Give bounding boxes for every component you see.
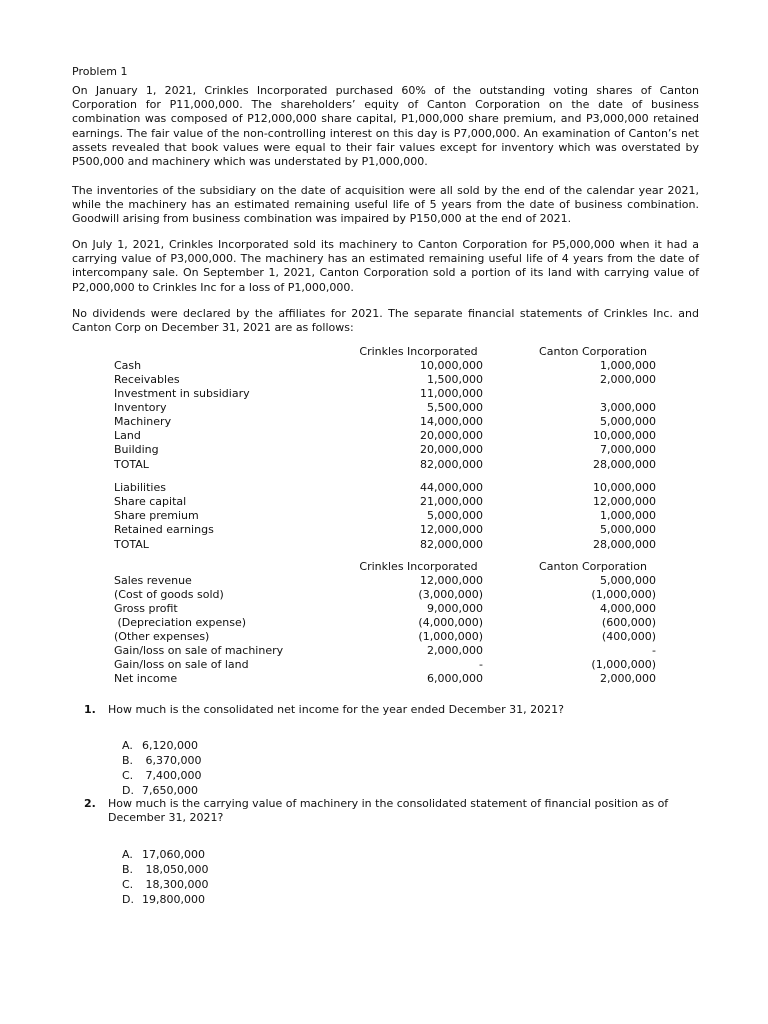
option-letter: A. xyxy=(122,848,133,862)
row-label: TOTAL xyxy=(114,538,149,551)
canton-value: 10,000,000 xyxy=(593,481,656,494)
table-row xyxy=(0,658,768,672)
option-value: 18,050,000 xyxy=(142,863,209,877)
canton-value: 12,000,000 xyxy=(593,495,656,508)
canton-value: 28,000,000 xyxy=(593,538,656,551)
canton-value: 3,000,000 xyxy=(600,401,656,414)
table-row xyxy=(0,509,768,523)
canton-value: 2,000,000 xyxy=(600,672,656,685)
row-label: Gain/loss on sale of machinery xyxy=(114,644,284,657)
paragraph-intercompany-sales: On July 1, 2021, Crinkles Incorporated sold its machinery to Canton Corporation for P5,000,000 when it had a carrying value of P3,000,000. The machinery has an estimated remaining useful life of 4 years from the date of intercompany sale. On September 1, 2021, Canton Corporation sold a portion of its land with carrying value of P2,000,000 to Crinkles Inc for a loss of P1,000,000. xyxy=(72,238,699,294)
table-row xyxy=(0,602,768,616)
row-label: Net income xyxy=(114,672,178,685)
crinkles-value: 44,000,000 xyxy=(420,481,483,494)
row-label: Gain/loss on sale of land xyxy=(114,658,249,671)
question-number: 2. xyxy=(84,797,96,810)
canton-value: 4,000,000 xyxy=(600,602,656,615)
canton-value: 5,000,000 xyxy=(600,523,656,536)
option-letter: A. xyxy=(122,739,133,753)
question-text: How much is the consolidated net income for the year ended December 31, 2021? xyxy=(108,703,565,716)
table-row xyxy=(0,523,768,537)
canton-value: 1,000,000 xyxy=(600,359,656,372)
balance-sheet-header xyxy=(0,345,768,359)
crinkles-value: 11,000,000 xyxy=(420,387,483,400)
table-row xyxy=(0,373,768,387)
row-label: Investment in subsidiary xyxy=(114,387,250,400)
option-letter: C. xyxy=(122,769,134,783)
crinkles-value: 2,000,000 xyxy=(427,644,483,657)
canton-value: (600,000) xyxy=(601,616,656,629)
canton-value: 10,000,000 xyxy=(593,429,656,442)
option-value: 18,300,000 xyxy=(142,878,209,892)
canton-value: (1,000,000) xyxy=(591,658,656,671)
canton-value: 7,000,000 xyxy=(600,443,656,456)
option-value: 6,370,000 xyxy=(142,754,202,768)
row-label: Machinery xyxy=(114,415,172,428)
table-row xyxy=(0,644,768,658)
problem-heading: Problem 1 xyxy=(72,65,128,78)
crinkles-value: (4,000,000) xyxy=(418,616,483,629)
table-row xyxy=(0,401,768,415)
row-label: (Depreciation expense) xyxy=(114,616,247,629)
crinkles-value: 1,500,000 xyxy=(427,373,483,386)
column-header-canton: Canton Corporation xyxy=(539,560,647,573)
row-label: Sales revenue xyxy=(114,574,192,587)
crinkles-value: (3,000,000) xyxy=(418,588,483,601)
question-text: How much is the carrying value of machinery in the consolidated statement of financial position as of December 31, 2021? xyxy=(108,797,669,825)
row-label: Receivables xyxy=(114,373,180,386)
table-row xyxy=(0,616,768,630)
paragraph-dividends: No dividends were declared by the affiliates for 2021. The separate financial statements of Crinkles Inc. and Canton Corp on December 31, 2021 are as follows: xyxy=(72,307,699,335)
row-label: (Other expenses) xyxy=(114,630,210,643)
income-statement-header xyxy=(0,560,768,574)
answer-option[interactable] xyxy=(108,879,205,922)
paragraph-inventories: The inventories of the subsidiary on the date of acquisition were all sold by the end of the calendar year 2021, while the machinery has an estimated remaining useful life of 5 years from the date of business combination. Goodwill arising from business combination was impaired by P150,000 at the end of 2021. xyxy=(72,184,699,226)
question-number: 1. xyxy=(84,703,96,716)
table-row xyxy=(0,495,768,509)
row-label: Liabilities xyxy=(114,481,166,494)
table-row xyxy=(0,359,768,373)
crinkles-value: 20,000,000 xyxy=(420,429,483,442)
canton-value: 5,000,000 xyxy=(600,574,656,587)
total-row xyxy=(0,458,768,472)
table-row xyxy=(0,574,768,588)
table-row xyxy=(0,443,768,457)
canton-value: - xyxy=(652,644,656,657)
option-letter: C. xyxy=(122,878,134,892)
crinkles-value: - xyxy=(479,658,483,671)
table-row xyxy=(0,429,768,443)
crinkles-value: 14,000,000 xyxy=(420,415,483,428)
table-row xyxy=(0,387,768,401)
canton-value: 5,000,000 xyxy=(600,415,656,428)
option-value: 7,400,000 xyxy=(142,769,202,783)
crinkles-value: 9,000,000 xyxy=(427,602,483,615)
row-label: Building xyxy=(114,443,159,456)
crinkles-value: 5,000,000 xyxy=(427,509,483,522)
column-header-crinkles: Crinkles Incorporated xyxy=(359,345,478,358)
canton-value: (1,000,000) xyxy=(591,588,656,601)
crinkles-value: 20,000,000 xyxy=(420,443,483,456)
canton-value: 2,000,000 xyxy=(600,373,656,386)
crinkles-value: (1,000,000) xyxy=(418,630,483,643)
option-letter: D. xyxy=(122,893,134,907)
table-row xyxy=(0,481,768,495)
table-row xyxy=(0,588,768,602)
option-value: 19,800,000 xyxy=(142,893,205,907)
table-row xyxy=(0,415,768,429)
crinkles-value: 82,000,000 xyxy=(420,458,483,471)
total-row xyxy=(0,538,768,552)
column-header-canton: Canton Corporation xyxy=(539,345,647,358)
crinkles-value: 21,000,000 xyxy=(420,495,483,508)
canton-value: 28,000,000 xyxy=(593,458,656,471)
row-label: Land xyxy=(114,429,141,442)
crinkles-value: 12,000,000 xyxy=(420,574,483,587)
option-value: 6,120,000 xyxy=(142,739,198,753)
crinkles-value: 10,000,000 xyxy=(420,359,483,372)
canton-value: (400,000) xyxy=(601,630,656,643)
crinkles-value: 6,000,000 xyxy=(427,672,483,685)
paragraph-acquisition: On January 1, 2021, Crinkles Incorporated purchased 60% of the outstanding voting shares of Canton Corporation for P11,000,000. The shareholders’ equity of Canton Corporation on the date of business combination was composed of P12,000,000 share capital, P1,000,000 share premium, and P3,000,000 retained earnings. The fair value of the non-controlling interest on this day is P7,000,000. An examination of Canton’s net assets revealed that book values were equal to their fair values except for inventory which was overstated by P500,000 and machinery which was understated by P1,000,000. xyxy=(72,84,699,169)
row-label: Cash xyxy=(114,359,142,372)
option-letter: B. xyxy=(122,754,134,768)
row-label: TOTAL xyxy=(114,458,149,471)
crinkles-value: 12,000,000 xyxy=(420,523,483,536)
crinkles-value: 5,500,000 xyxy=(427,401,483,414)
net-income-row xyxy=(0,672,768,686)
crinkles-value: 82,000,000 xyxy=(420,538,483,551)
table-row xyxy=(0,630,768,644)
canton-value: 1,000,000 xyxy=(600,509,656,522)
option-letter: B. xyxy=(122,863,134,877)
row-label: Retained earnings xyxy=(114,523,214,536)
option-letter: D. xyxy=(122,784,134,798)
row-label: Share capital xyxy=(114,495,187,508)
row-label: Share premium xyxy=(114,509,199,522)
row-label: Gross profit xyxy=(114,602,178,615)
column-header-crinkles: Crinkles Incorporated xyxy=(359,560,478,573)
row-label: (Cost of goods sold) xyxy=(114,588,224,601)
option-value: 7,650,000 xyxy=(142,784,198,798)
row-label: Inventory xyxy=(114,401,167,414)
option-value: 17,060,000 xyxy=(142,848,205,862)
